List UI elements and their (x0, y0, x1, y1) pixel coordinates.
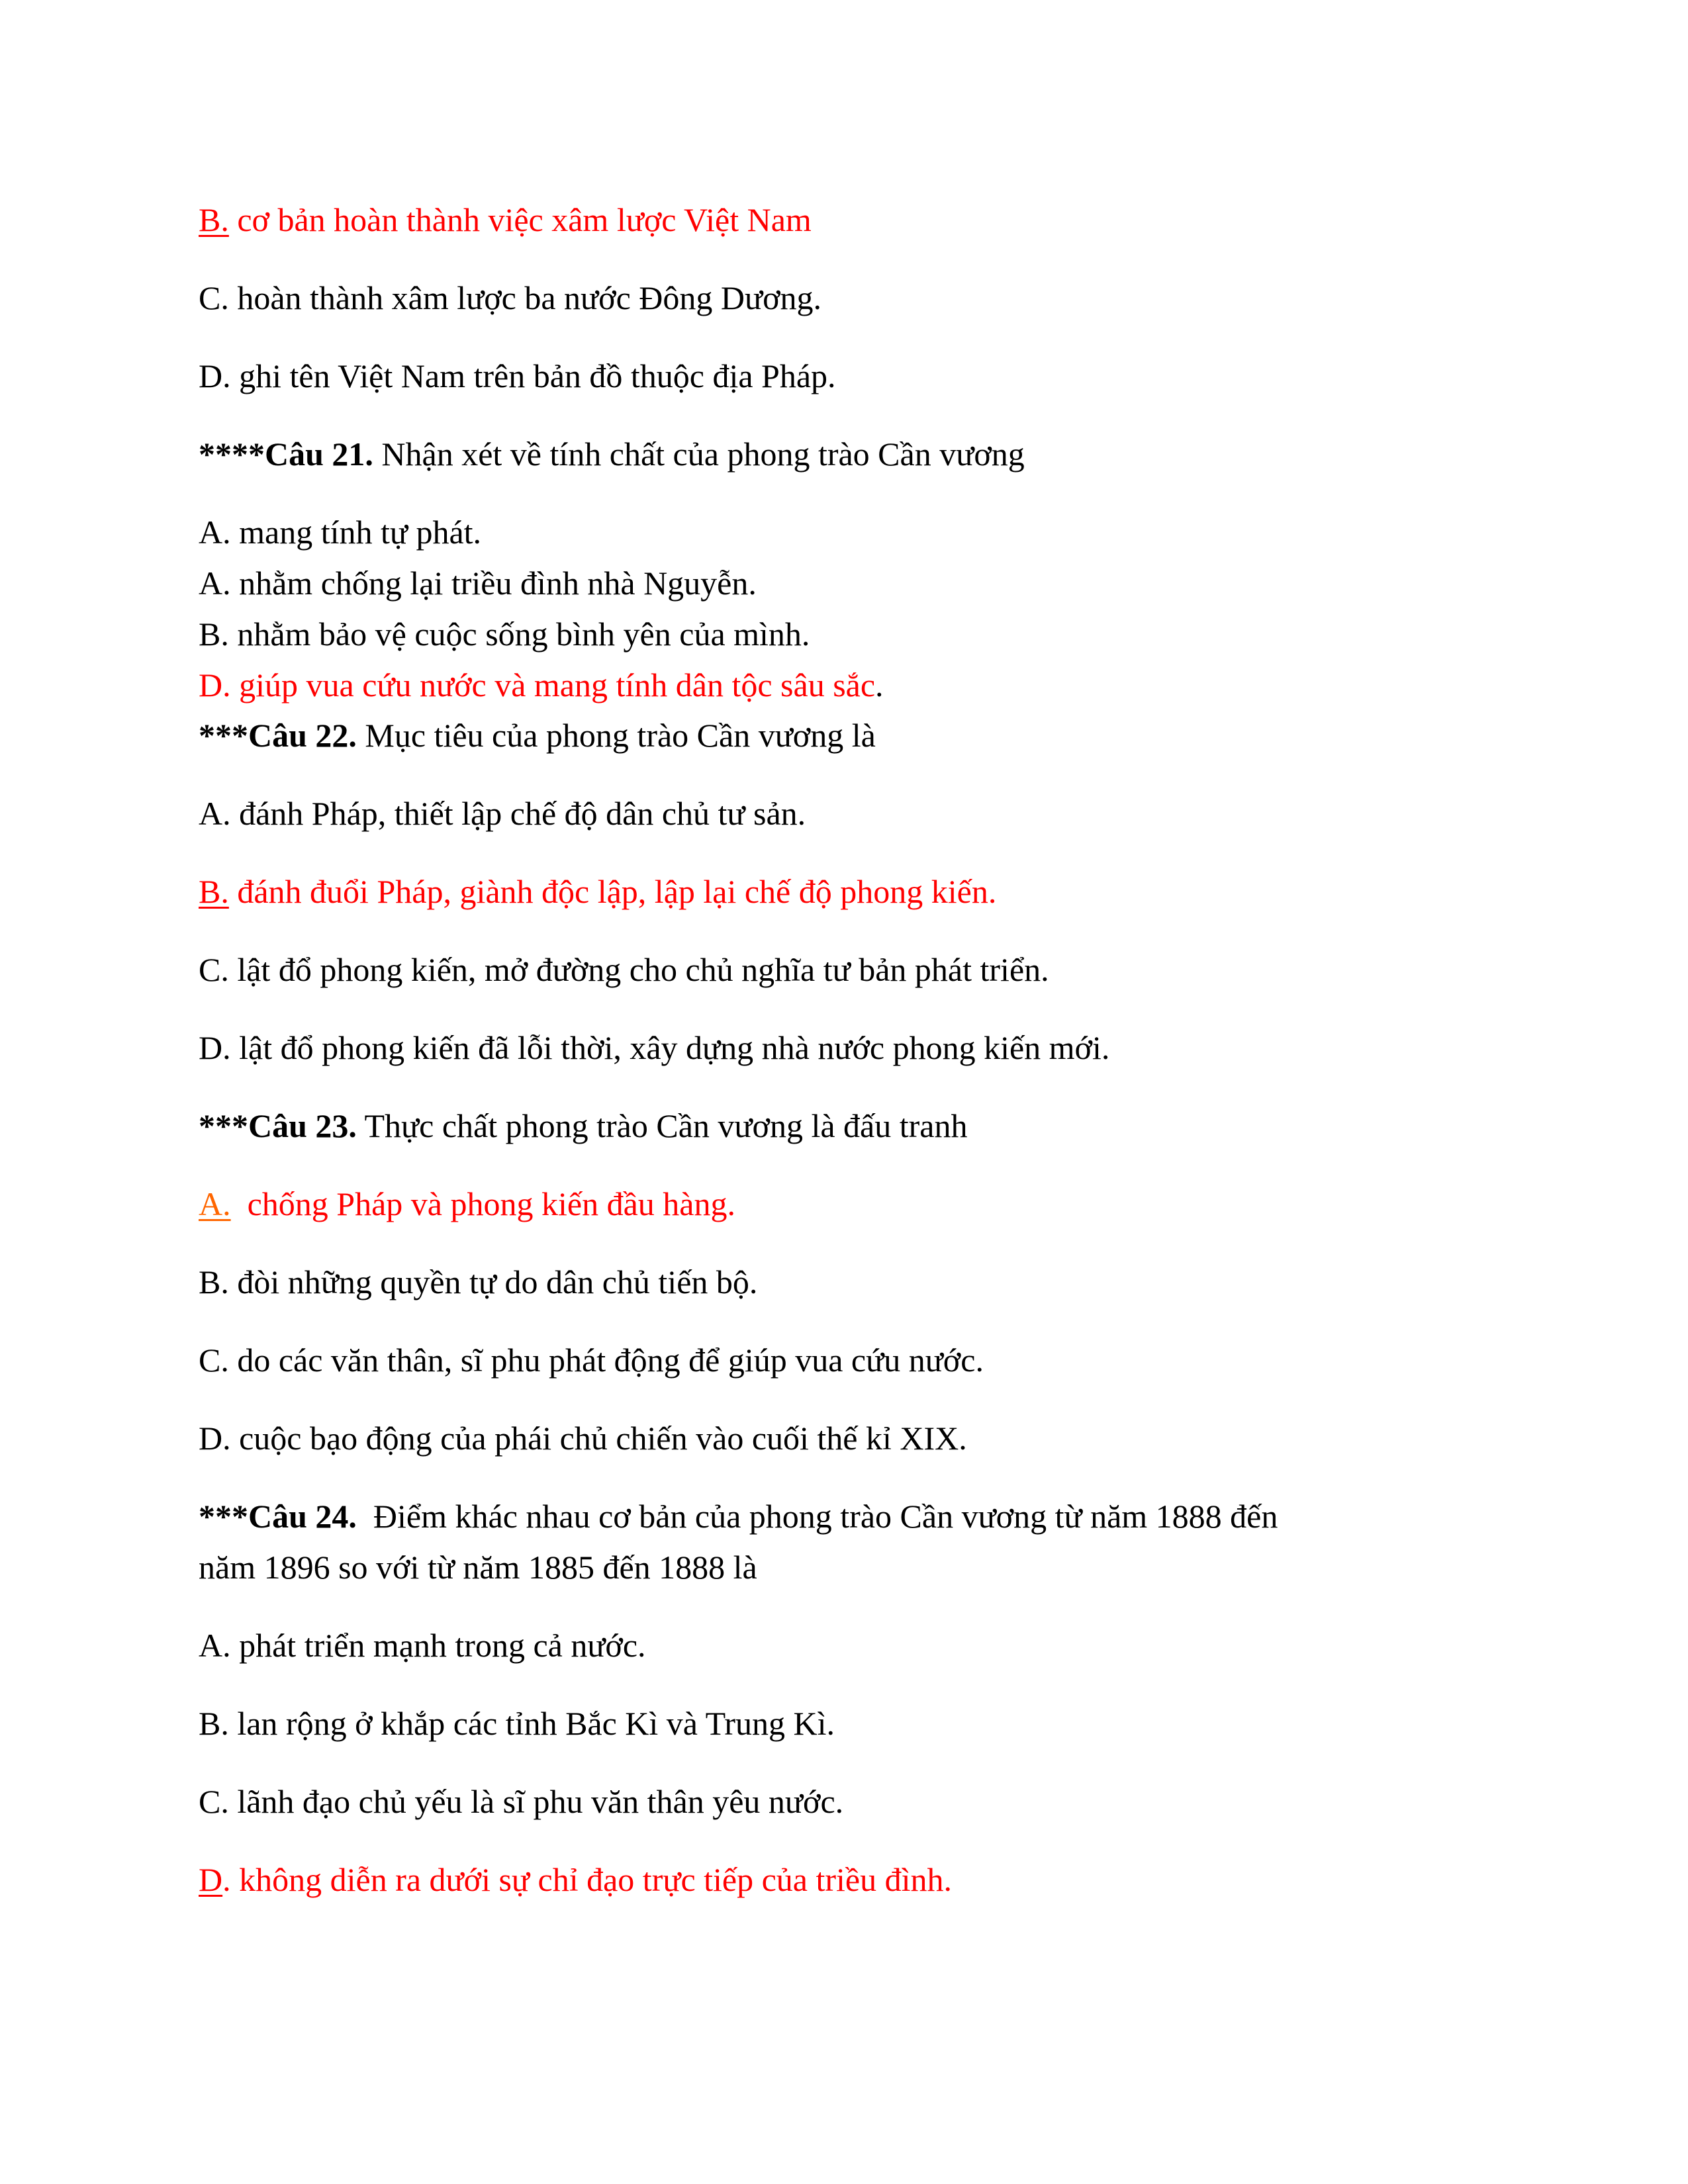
q22-option-a: A. đánh Pháp, thiết lập chế độ dân chủ tư sản. (199, 795, 806, 832)
q22-question-text: Mục tiêu của phong trào Cần vương là (356, 717, 876, 754)
q20-option-d: D. ghi tên Việt Nam trên bản đồ thuộc địa Pháp. (199, 357, 836, 394)
q24-label: ***Câu 24. (199, 1498, 357, 1535)
q21-option-d-period: . (875, 666, 884, 704)
q21-label: ****Câu 21. (199, 435, 373, 473)
q22-question (199, 715, 876, 755)
q22-option-d: D. lật đổ phong kiến đã lỗi thời, xây dựng nhà nước phong kiến mới. (199, 1029, 1110, 1066)
q24-option-d-answer (199, 1860, 952, 1899)
q24-option-c: C. lãnh đạo chủ yếu là sĩ phu văn thân yêu nước. (199, 1783, 844, 1820)
q23-option-a-answer (199, 1184, 735, 1224)
q22-option-b-answer (199, 872, 996, 911)
q20-option-c: C. hoàn thành xâm lược ba nước Đông Dương. (199, 279, 822, 316)
q21-option-a2: A. nhằm chống lại triều đình nhà Nguyễn. (199, 565, 757, 602)
q22-option-b-letter: B. (199, 873, 229, 910)
q21-option-b: B. nhằm bảo vệ cuộc sống bình yên của mình. (199, 615, 810, 653)
q22-option-c: C. lật đổ phong kiến, mở đường cho chủ nghĩa tư bản phát triển. (199, 951, 1049, 988)
q21-option-d-answer (199, 665, 884, 705)
q24-option-d-text: . không diễn ra dưới sự chỉ đạo trực tiếp của triều đình. (222, 1861, 953, 1898)
q23-label: ***Câu 23. (199, 1107, 357, 1144)
q23-option-d: D. cuộc bạo động của phái chủ chiến vào cuối thế kỉ XIX. (199, 1420, 967, 1457)
q20-option-b-answer (199, 200, 812, 240)
q24-question-text-1: Điểm khác nhau cơ bản của phong trào Cần vương từ năm 1888 đến (356, 1498, 1278, 1535)
q24-option-b: B. lan rộng ở khắp các tỉnh Bắc Kì và Trung Kì. (199, 1705, 835, 1742)
q24-option-d-letter: D (199, 1861, 223, 1898)
q21-question-text: Nhận xét về tính chất của phong trào Cần vương (373, 435, 1025, 473)
q20-option-b-letter: B. (199, 201, 229, 238)
q24-option-a: A. phát triển mạnh trong cả nước. (199, 1627, 646, 1664)
q23-option-a-letter: A. (199, 1185, 231, 1222)
q23-question (199, 1106, 967, 1146)
q22-label: ***Câu 22. (199, 717, 357, 754)
q23-option-a-text: chống Pháp và phong kiến đầu hàng. (230, 1185, 735, 1222)
q21-option-d-text: D. giúp vua cứu nước và mang tính dân tộc sâu sắc (199, 666, 876, 704)
q23-option-c: C. do các văn thân, sĩ phu phát động để giúp vua cứu nước. (199, 1342, 984, 1379)
q22-option-b-text: đánh đuổi Pháp, giành độc lập, lập lại chế độ phong kiến. (228, 873, 997, 910)
q21-option-a1: A. mang tính tự phát. (199, 514, 482, 551)
q20-option-b-text: cơ bản hoàn thành việc xâm lược Việt Nam (228, 201, 812, 238)
q24-question-line2: năm 1896 so với từ năm 1885 đến 1888 là (199, 1549, 757, 1586)
q23-option-b: B. đòi những quyền tự do dân chủ tiến bộ. (199, 1263, 758, 1300)
q21-question (199, 434, 1025, 474)
q24-question-line1 (199, 1496, 1278, 1536)
q23-question-text: Thực chất phong trào Cần vương là đấu tranh (356, 1107, 968, 1144)
